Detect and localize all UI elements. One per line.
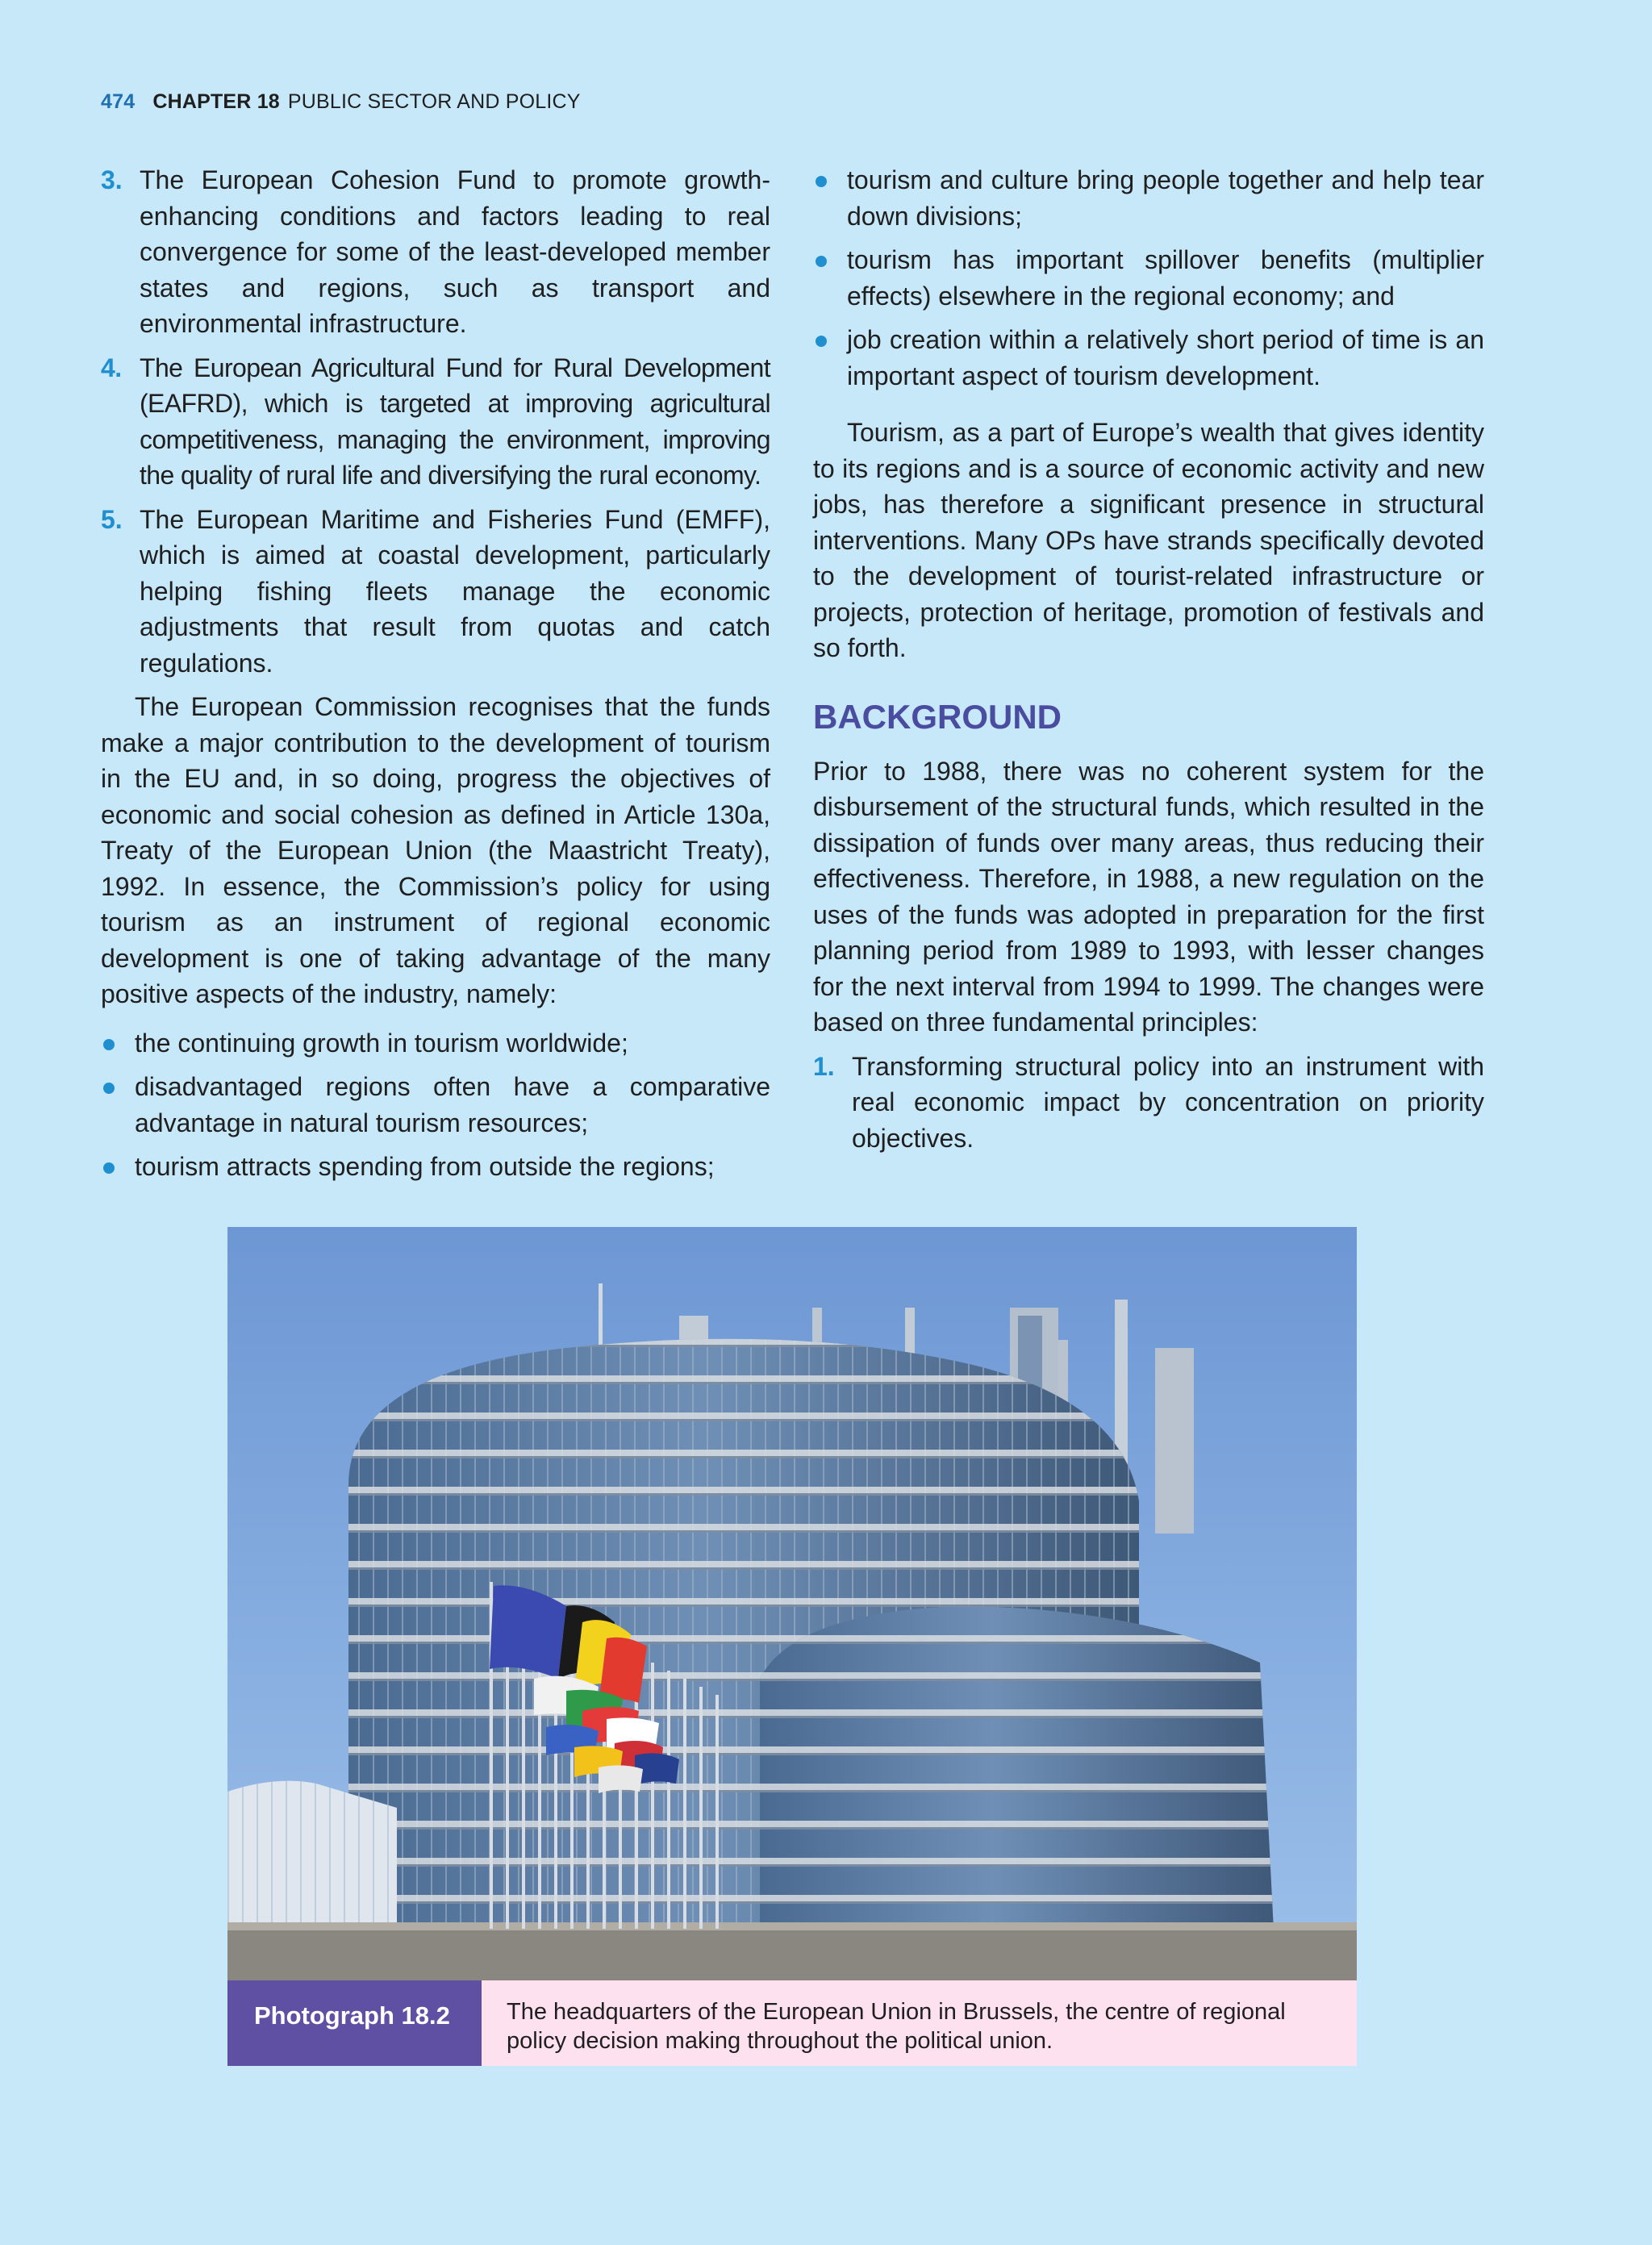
figure-caption	[227, 1980, 1357, 2066]
page-number: 474	[101, 90, 136, 113]
list-item	[101, 350, 770, 494]
bullet-list	[101, 1025, 770, 1185]
list-number: 3.	[101, 165, 123, 194]
chapter-label: CHAPTER 18	[152, 90, 280, 113]
list-text: Transforming structural policy into an instrument with real economic impact by concentration on priority objectives.	[852, 1051, 1484, 1153]
section-title: PUBLIC SECTOR AND POLICY	[287, 90, 581, 113]
bullet-text: tourism attracts spending from outside the regions;	[135, 1152, 715, 1181]
bullet-icon	[816, 256, 827, 267]
bullet-item	[101, 1149, 770, 1185]
photograph	[227, 1227, 1357, 1980]
body-paragraph: The European Commission recognises that the funds make a major contribution to the development of tourism in the EU and, in so doing, progress the objectives of economic and social cohesion as defined in Article 130a, Treaty of the European Union (the Maastricht Treaty), 1992. In essence, the Commission’s policy for using tourism as an instrument of regional economic development is one of taking advantage of the many positive aspects of the industry, namely:	[101, 692, 770, 1008]
bullet-item	[813, 162, 1484, 234]
bullet-icon	[103, 1039, 115, 1050]
right-column	[813, 162, 1484, 1164]
bullet-icon	[103, 1162, 115, 1174]
bullet-item	[101, 1069, 770, 1141]
list-text: The European Cohesion Fund to promote growth-enhancing conditions and factors leading to real convergence for some of the least-developed member states and regions, such as transport and environmental infrastructure.	[140, 165, 770, 338]
eu-parliament-photo	[227, 1227, 1357, 1980]
running-head	[101, 90, 581, 114]
bullet-item	[813, 242, 1484, 314]
bullet-text: tourism has important spillover benefits (multiplier effects) elsewhere in the regional economy; and	[847, 245, 1484, 311]
list-number: 4.	[101, 353, 122, 382]
bullet-icon	[103, 1083, 115, 1094]
list-text: The European Agricultural Fund for Rural Development (EAFRD), which is targeted at improving agricultural competitiveness, managing the environment, improving the quality of rural life and diversifying the rural economy.	[140, 353, 770, 490]
caption-text: The headquarters of the European Union in Brussels, the centre of regional policy decision making throughout the political union.	[507, 1999, 1286, 2054]
bullet-icon	[816, 336, 827, 347]
caption-label: Photograph 18.2	[227, 1980, 482, 2066]
figure	[227, 1227, 1357, 2066]
bullet-text: disadvantaged regions often have a comparative advantage in natural tourism resources;	[135, 1072, 770, 1137]
bullet-item	[813, 322, 1484, 394]
list-number: 1.	[813, 1051, 835, 1081]
list-item	[813, 1049, 1484, 1157]
body-paragraph: Prior to 1988, there was no coherent system for the disbursement of the structural funds, which resulted in the dissipation of funds over many areas, thus reducing their effectiveness. Therefore, in 1988, a new regulation on the uses of the funds was adopted in preparation for the first planning period from 1989 to 1993, with lesser changes for the next interval from 1994 to 1999. The changes were based on three fundamental principles:	[813, 756, 1484, 1037]
bullet-text: tourism and culture bring people together and help tear down divisions;	[847, 165, 1484, 231]
left-column	[101, 162, 770, 1193]
list-item	[101, 502, 770, 682]
bullet-text: job creation within a relatively short period of time is an important aspect of tourism development.	[847, 325, 1484, 390]
bullet-icon	[816, 176, 827, 187]
bullet-item	[101, 1025, 770, 1062]
section-heading: BACKGROUND	[813, 697, 1062, 736]
list-number: 5.	[101, 504, 123, 534]
list-item	[101, 162, 770, 342]
list-text: The European Maritime and Fisheries Fund (EMFF), which is aimed at coastal development, particularly helping fishing fleets manage the economic adjustments that result from quotas and catch regulations.	[140, 504, 770, 678]
body-paragraph: Tourism, as a part of Europe’s wealth that gives identity to its regions and is a source of economic activity and new jobs, has therefore a significant presence in structural interventions. Many OPs have strands specifically devoted to the development of tourist-related infrastructure or projects, protection of heritage, promotion of festivals and so forth.	[813, 418, 1484, 662]
bullet-text: the continuing growth in tourism worldwide;	[135, 1028, 628, 1058]
